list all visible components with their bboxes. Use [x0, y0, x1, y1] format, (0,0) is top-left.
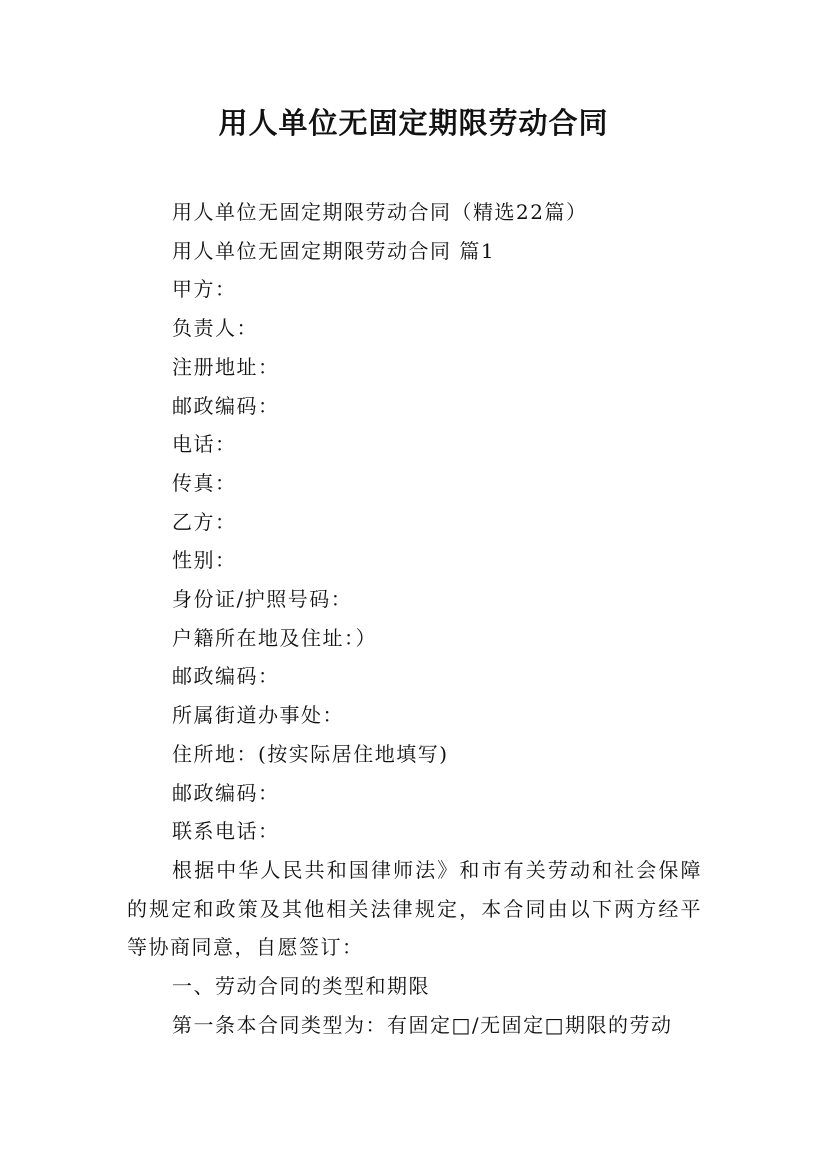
- document-body: [127, 193, 702, 1044]
- household-address-label: 户籍所在地及住址：）: [172, 625, 377, 650]
- chapter-heading: 用人单位无固定期限劳动合同 篇1: [172, 238, 496, 263]
- section-heading: 一、劳动合同的类型和期限: [172, 974, 430, 999]
- article-1-text: 第一条本合同类型为：有固定□/无固定□期限的劳动: [172, 1012, 673, 1037]
- registered-address-label: 注册地址：: [172, 354, 280, 379]
- postal-code-label: 邮政编码：: [172, 393, 280, 418]
- preamble-paragraph: 根据中华人民共和国律师法》和市有关劳动和社会保障的规定和政策及其他相关法律规定，本合同由以下两方经平等协商同意，自愿签订：: [127, 857, 702, 960]
- postal-code-label: 邮政编码：: [172, 664, 280, 689]
- id-passport-label: 身份证/护照号码：: [172, 587, 353, 612]
- residence-label: 住所地：(按实际居住地填写): [172, 741, 449, 766]
- gender-label: 性别：: [172, 548, 237, 573]
- phone-label: 电话：: [172, 432, 237, 457]
- document-title: 用人单位无固定期限劳动合同: [218, 106, 609, 140]
- party-a-label: 甲方：: [172, 277, 237, 302]
- party-b-label: 乙方：: [172, 509, 237, 534]
- street-office-label: 所属街道办事处：: [172, 703, 344, 728]
- person-in-charge-label: 负责人：: [172, 316, 258, 341]
- postal-code-label: 邮政编码：: [172, 780, 280, 805]
- fax-label: 传真：: [172, 470, 237, 495]
- subtitle-line: 用人单位无固定期限劳动合同（精选22篇）: [172, 200, 588, 224]
- contact-phone-label: 联系电话：: [172, 819, 280, 844]
